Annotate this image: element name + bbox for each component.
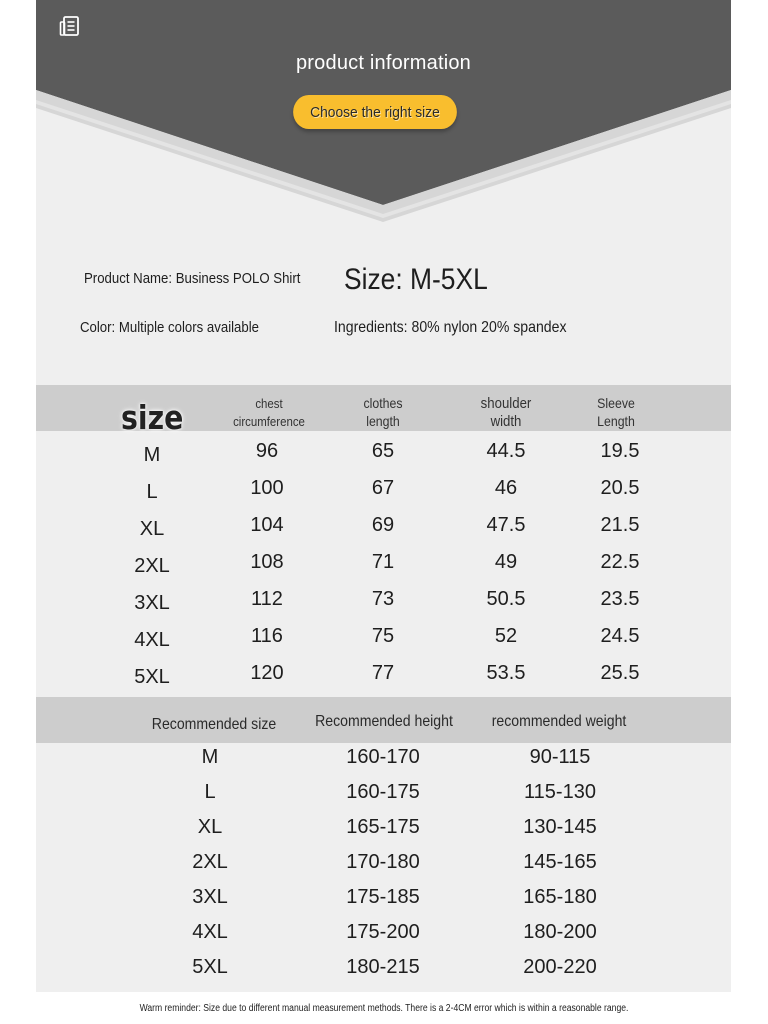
- banner-title: product information: [295, 52, 471, 74]
- size-cell: 3XL: [134, 592, 170, 614]
- size-cell: L: [146, 481, 158, 503]
- size-cell: M: [143, 444, 161, 466]
- sleeve-length-header: [572, 394, 660, 430]
- rec-height-cell: 165-175: [346, 816, 420, 838]
- rec-height-cell: 175-185: [346, 886, 420, 908]
- size-column-header: size: [121, 398, 184, 437]
- sleeve-cell: 20.5: [600, 477, 640, 499]
- recommended-height-header: Recommended height: [315, 713, 453, 730]
- sleeve-cell: 24.5: [600, 625, 640, 647]
- rec-weight-cell: 165-180: [523, 886, 597, 908]
- size-cell: 4XL: [134, 629, 170, 651]
- recommended-size-header: Recommended size: [151, 716, 277, 733]
- length-cell: 65: [371, 440, 395, 462]
- rec-size-cell: L: [204, 781, 216, 803]
- product-size-range: Size: M-5XL: [344, 263, 488, 296]
- rec-weight-cell: 115-130: [524, 781, 596, 803]
- rec-weight-cell: 145-165: [523, 851, 597, 873]
- length-cell: 69: [371, 514, 395, 536]
- sleeve-cell: 21.5: [600, 514, 640, 536]
- header-line: Length: [597, 413, 635, 429]
- chest-cell: 100: [250, 477, 284, 499]
- recommended-weight-header: recommended weight: [491, 713, 627, 730]
- rec-height-cell: 160-175: [346, 781, 420, 803]
- length-cell: 77: [371, 662, 395, 684]
- length-cell: 75: [371, 625, 395, 647]
- rec-size-cell: 2XL: [192, 851, 228, 873]
- chest-cell: 116: [251, 625, 283, 647]
- sleeve-cell: 25.5: [600, 662, 640, 684]
- rec-size-cell: M: [201, 746, 219, 768]
- chest-cell: 104: [250, 514, 284, 536]
- rec-size-cell: 3XL: [192, 886, 228, 908]
- shoulder-cell: 44.5: [486, 440, 526, 462]
- sleeve-cell: 23.5: [600, 588, 640, 610]
- header-line: circumference: [233, 414, 305, 429]
- length-cell: 71: [371, 551, 395, 573]
- rec-height-cell: 160-170: [346, 746, 420, 768]
- product-ingredients: Ingredients: 80% nylon 20% spandex: [334, 319, 567, 336]
- rec-size-cell: XL: [197, 816, 223, 838]
- clothes-length-header: [339, 394, 427, 430]
- header-line: shoulder: [480, 395, 532, 412]
- sleeve-cell: 22.5: [600, 551, 640, 573]
- shoulder-cell: 50.5: [486, 588, 526, 610]
- chest-cell: 120: [250, 662, 284, 684]
- shoulder-width-header: [462, 395, 550, 431]
- rec-height-cell: 180-215: [346, 956, 420, 978]
- product-name: Product Name: Business POLO Shirt: [84, 270, 301, 287]
- size-cell: 5XL: [134, 666, 170, 688]
- rec-size-cell: 4XL: [192, 921, 228, 943]
- chest-cell: 112: [251, 588, 283, 610]
- rec-size-cell: 5XL: [192, 956, 228, 978]
- chest-circumference-header: [225, 395, 313, 431]
- shoulder-cell: 49: [494, 551, 518, 573]
- header-line: length: [366, 413, 400, 429]
- size-cell: XL: [139, 518, 165, 540]
- sleeve-cell: 19.5: [600, 440, 640, 462]
- product-info-page: [36, 0, 731, 992]
- rec-height-cell: 170-180: [346, 851, 420, 873]
- warm-reminder-footer: Warm reminder: Size due to different manual measurement methods. There is a 2-4CM error which is within a reasonable range.: [139, 1003, 629, 1014]
- shoulder-cell: 53.5: [486, 662, 526, 684]
- document-icon: [59, 14, 83, 38]
- chest-cell: 108: [250, 551, 284, 573]
- rec-height-cell: 175-200: [346, 921, 420, 943]
- shoulder-cell: 46: [494, 477, 518, 499]
- length-cell: 73: [371, 588, 395, 610]
- rec-weight-cell: 180-200: [523, 921, 597, 943]
- rec-weight-cell: 130-145: [523, 816, 597, 838]
- shoulder-cell: 52: [494, 625, 518, 647]
- choose-size-button[interactable]: Choose the right size: [293, 95, 457, 129]
- header-line: clothes: [363, 395, 403, 411]
- rec-weight-cell: 90-115: [529, 746, 591, 768]
- header-line: Sleeve: [597, 395, 635, 411]
- chest-cell: 96: [255, 440, 279, 462]
- length-cell: 67: [371, 477, 395, 499]
- header-line: chest: [255, 396, 283, 411]
- header-line: width: [490, 413, 522, 430]
- product-color: Color: Multiple colors available: [80, 319, 260, 336]
- size-cell: 2XL: [134, 555, 170, 577]
- shoulder-cell: 47.5: [486, 514, 526, 536]
- rec-weight-cell: 200-220: [523, 956, 597, 978]
